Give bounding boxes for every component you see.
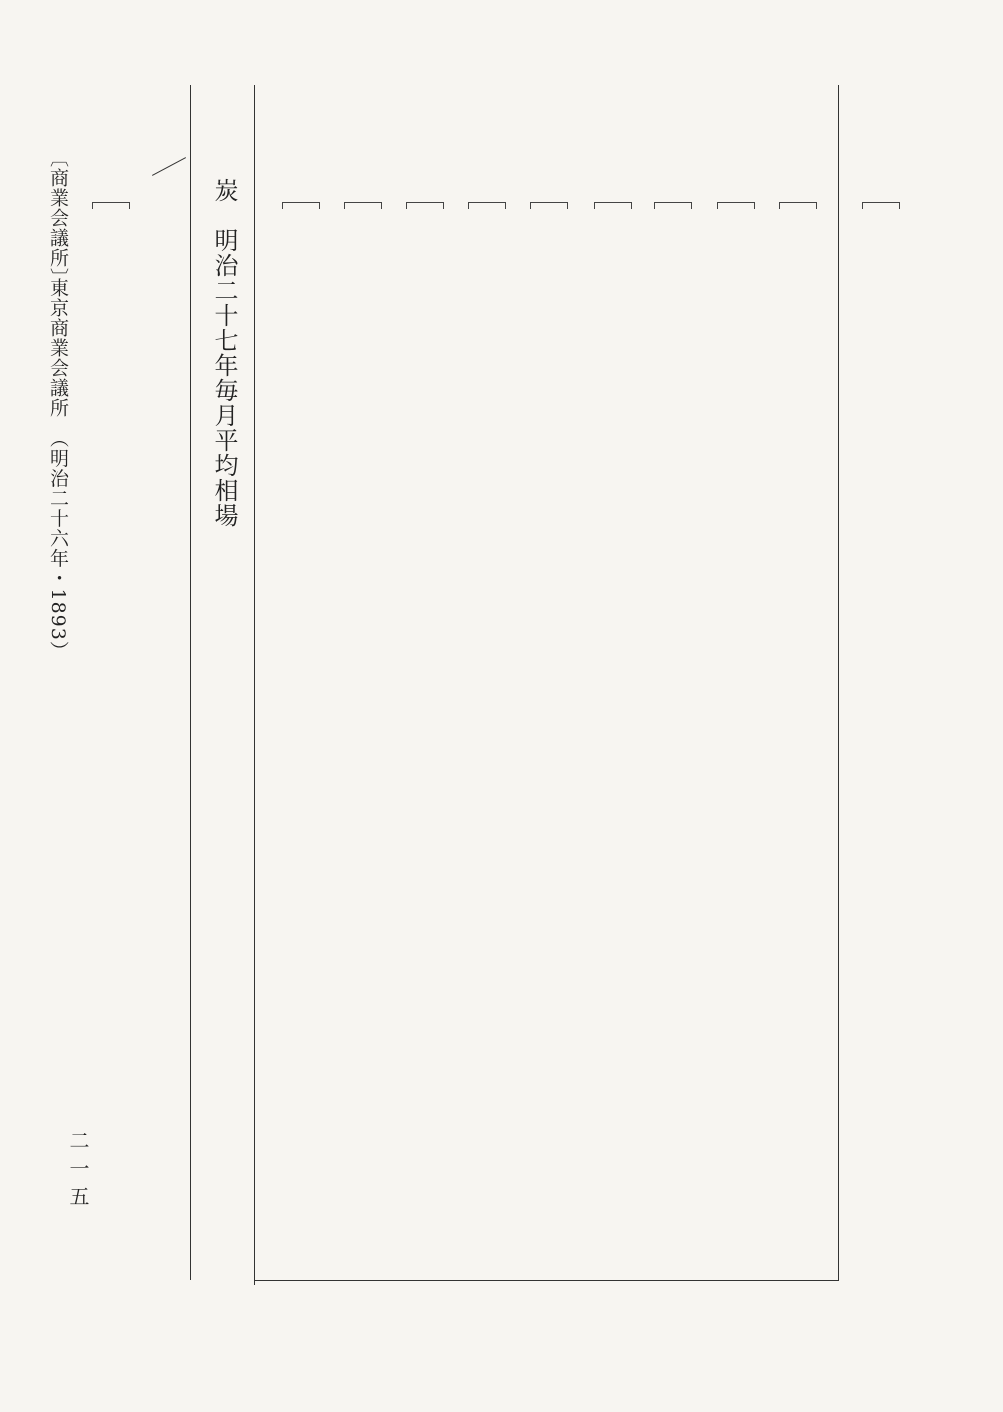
column-brace (406, 202, 444, 209)
column-brace (654, 202, 692, 209)
table-rule-right (838, 85, 839, 1280)
table-rule-left (190, 85, 191, 1280)
column-brace (92, 202, 130, 209)
header-slash (152, 157, 186, 176)
source-citation: 東京商業会議所 （明治二十六年・1893） (47, 278, 69, 661)
source-organization: 〔商業会議所〕 (47, 148, 69, 288)
column-brace (594, 202, 632, 209)
column-brace (282, 202, 320, 209)
column-brace (717, 202, 755, 209)
table-rule-divider (254, 85, 255, 1285)
table-rule-bottom (254, 1280, 839, 1281)
page-number: 二一五 (66, 1130, 90, 1214)
column-brace (468, 202, 506, 209)
column-brace (779, 202, 817, 209)
page-title: 炭 明治二十七年毎月平均相場 (210, 178, 238, 528)
column-brace (344, 202, 382, 209)
column-brace (530, 202, 568, 209)
column-brace (862, 202, 900, 209)
